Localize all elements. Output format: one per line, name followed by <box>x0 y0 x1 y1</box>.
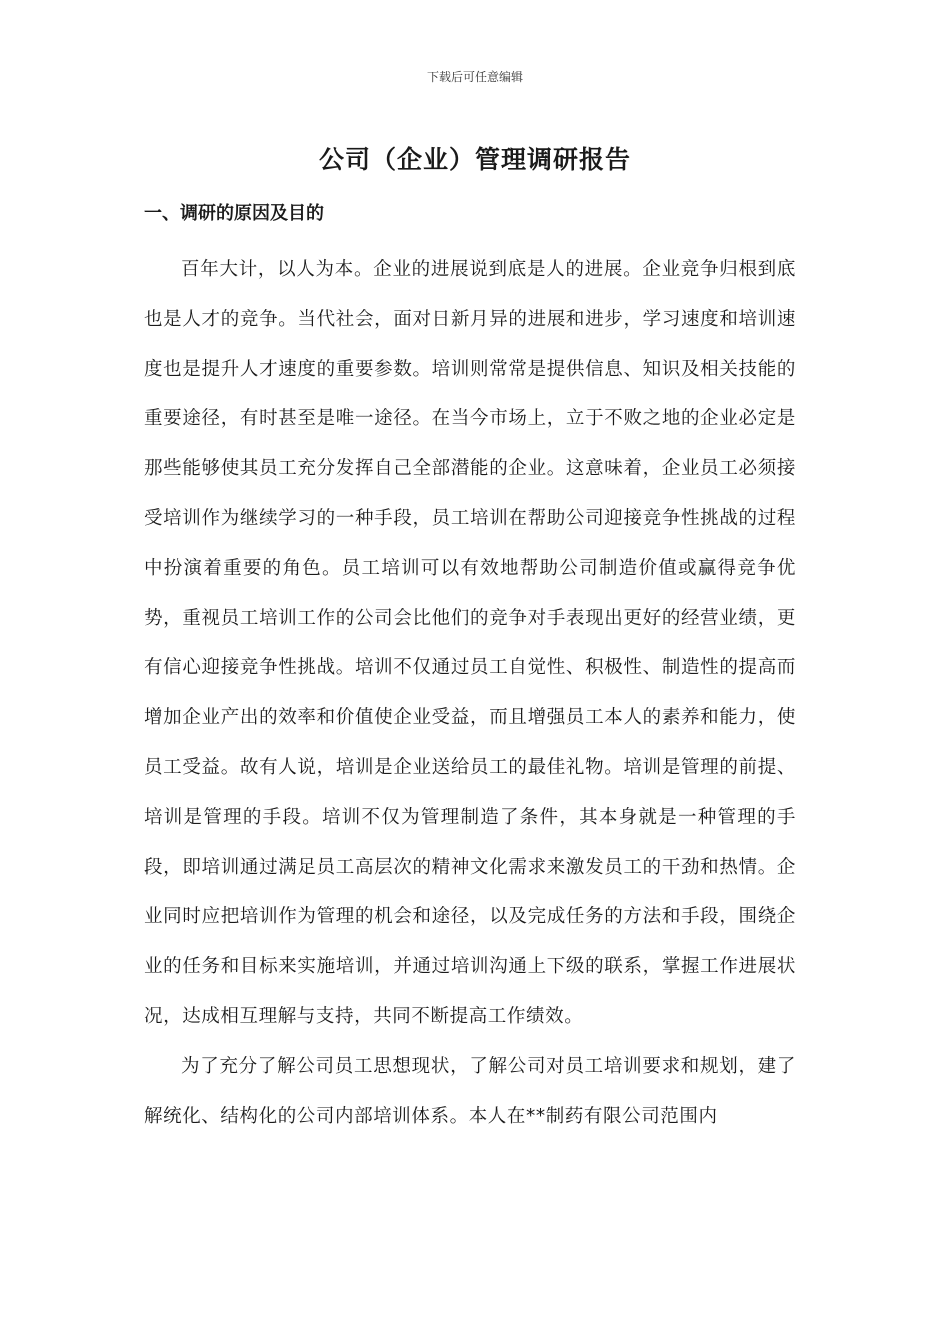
document-body <box>144 245 796 1141</box>
body-paragraph: 百年大计，以人为本。企业的进展说到底是人的进展。企业竞争归根到底也是人才的竞争。当代社会，面对日新月异的进展和进步，学习速度和培训速度也是提升人才速度的重要参数。培训则常常是提供信息、知识及相关技能的重要途径，有时甚至是唯一途径。在当今市场上，立于不败之地的企业必定是那些能够使其员工充分发挥自己全部潜能的企业。这意味着，企业员工必须接受培训作为继续学习的一种手段，员工培训在帮助公司迎接竞争性挑战的过程中扮演着重要的角色。员工培训可以有效地帮助公司制造价值或赢得竞争优势，重视员工培训工作的公司会比他们的竞争对手表现出更好的经营业绩，更有信心迎接竞争性挑战。培训不仅通过员工自觉性、积极性、制造性的提高而增加企业产出的效率和价值使企业受益，而且增强员工本人的素养和能力，使员工受益。故有人说，培训是企业送给员工的最佳礼物。培训是管理的前提、培训是管理的手段。培训不仅为管理制造了条件，其本身就是一种管理的手段，即培训通过满足员工高层次的精神文化需求来激发员工的干劲和热情。企业同时应把培训作为管理的机会和途径，以及完成任务的方法和手段，围绕企业的任务和目标来实施培训，并通过培训沟通上下级的联系，掌握工作进展状况，达成相互理解与支持，共同不断提高工作绩效。 <box>144 259 796 1027</box>
document-title: 公司（企业）管理调研报告 <box>318 145 631 174</box>
header-note: 下载后可任意编辑 <box>426 70 523 84</box>
section-heading: 一、调研的原因及目的 <box>144 203 324 224</box>
body-paragraph: 为了充分了解公司员工思想现状，了解公司对员工培训要求和规划，建了解统化、结构化的公司内部培训体系。本人在**制药有限公司范围内 <box>144 1055 796 1127</box>
